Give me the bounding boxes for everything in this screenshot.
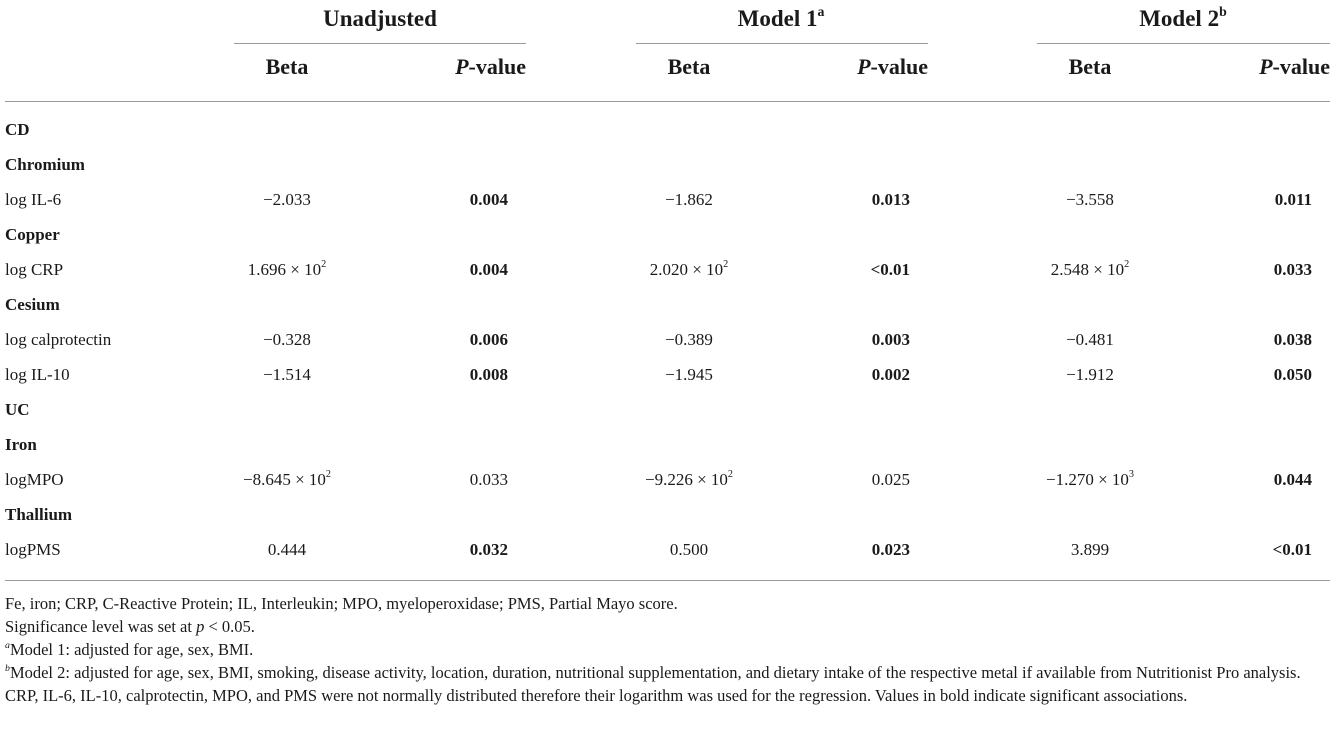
p-value: <0.01 xyxy=(870,260,910,279)
beta-value: −2.033 xyxy=(263,190,311,209)
p-value: 0.008 xyxy=(469,365,508,384)
p-value: 0.032 xyxy=(469,540,508,559)
col-header-beta: Beta xyxy=(1068,54,1112,79)
beta-value: −1.945 xyxy=(665,365,713,384)
row-label: log calprotectin xyxy=(5,330,112,349)
section-label: Cesium xyxy=(5,295,60,314)
section-label: Copper xyxy=(5,225,60,244)
beta-value: $2.020 \times 10^2$ xyxy=(649,259,729,279)
col-header-p-value: P-value xyxy=(1259,54,1330,79)
section-label: Iron xyxy=(5,435,37,454)
footnote-significance: Significance level was set at p < 0.05. xyxy=(5,617,255,636)
group-rule-model-2 xyxy=(1037,43,1330,44)
group-rule-model-1 xyxy=(636,43,928,44)
beta-value: $1.696 \times 10^2$ xyxy=(247,259,327,279)
group-rule-unadjusted xyxy=(234,43,526,44)
beta-value: $-1.270 \times 10^3$ xyxy=(1045,469,1135,489)
row-label: log IL-10 xyxy=(5,365,70,384)
p-value: 0.038 xyxy=(1273,330,1312,349)
beta-value: 3.899 xyxy=(1070,540,1110,559)
header-rule xyxy=(5,101,1330,102)
beta-value: −0.389 xyxy=(665,330,713,349)
footnote-abbreviations: Fe, iron; CRP, C-Reactive Protein; IL, Interleukin; MPO, myeloperoxidase; PMS, Partial Mayo score. xyxy=(5,594,678,613)
p-value: 0.003 xyxy=(871,330,910,349)
beta-value: −0.328 xyxy=(263,330,311,349)
beta-value: $2.548 \times 10^2$ xyxy=(1050,259,1130,279)
beta-value: −1.912 xyxy=(1066,365,1114,384)
p-value: 0.025 xyxy=(871,470,910,489)
section-label: CD xyxy=(5,120,30,139)
group-header-model-2: Model 2$^b$ xyxy=(1139,3,1227,31)
p-value: 0.033 xyxy=(469,470,508,489)
row-label: log CRP xyxy=(5,260,64,279)
beta-value: $-8.645 \times 10^2$ xyxy=(242,469,332,489)
row-label: logPMS xyxy=(5,540,61,559)
group-header-model-1: Model 1$^a$ xyxy=(737,3,825,31)
col-header-beta: Beta xyxy=(667,54,711,79)
section-label: Thallium xyxy=(5,505,73,524)
footnote-model-1: $^a$Model 1: adjusted for age, sex, BMI. xyxy=(5,639,254,659)
beta-value: 0.500 xyxy=(669,540,709,559)
footnotes xyxy=(5,592,1330,707)
col-header-beta: Beta xyxy=(265,54,309,79)
footnote-model-2: $^b$Model 2: adjusted for age, sex, BMI, smoking, disease activity, location, duration, nutritional supplementation, and dietary intake of the respective metal if available from Nutritionist Pro analysis. xyxy=(5,662,1301,682)
p-value: 0.002 xyxy=(871,365,910,384)
beta-value: −1.514 xyxy=(263,365,311,384)
p-value: 0.004 xyxy=(469,190,508,209)
row-label: logMPO xyxy=(5,470,64,489)
beta-value: $-9.226 \times 10^2$ xyxy=(644,469,734,489)
p-value: <0.01 xyxy=(1272,540,1312,559)
beta-value: −0.481 xyxy=(1066,330,1114,349)
group-header-unadjusted: Unadjusted xyxy=(323,6,437,31)
p-value: 0.050 xyxy=(1273,365,1312,384)
p-value: 0.044 xyxy=(1273,470,1312,489)
p-value: 0.013 xyxy=(871,190,910,209)
p-value: 0.011 xyxy=(1274,190,1312,209)
p-value: 0.033 xyxy=(1273,260,1312,279)
table-bottom-rule xyxy=(5,580,1330,581)
col-header-p-value: P-value xyxy=(455,54,526,79)
p-value: 0.004 xyxy=(469,260,508,279)
p-value: 0.023 xyxy=(871,540,910,559)
section-label: UC xyxy=(5,400,30,419)
section-label: Chromium xyxy=(5,155,85,174)
row-label: log IL-6 xyxy=(5,190,62,209)
beta-value: 0.444 xyxy=(267,540,307,559)
beta-value: −1.862 xyxy=(665,190,713,209)
p-value: 0.006 xyxy=(469,330,508,349)
beta-value: −3.558 xyxy=(1066,190,1114,209)
col-header-p-value: P-value xyxy=(857,54,928,79)
footnote-log-transform: CRP, IL-6, IL-10, calprotectin, MPO, and PMS were not normally distributed therefore their logarithm was used for the regression. Values in bold indicate significant associations. xyxy=(5,686,1188,705)
